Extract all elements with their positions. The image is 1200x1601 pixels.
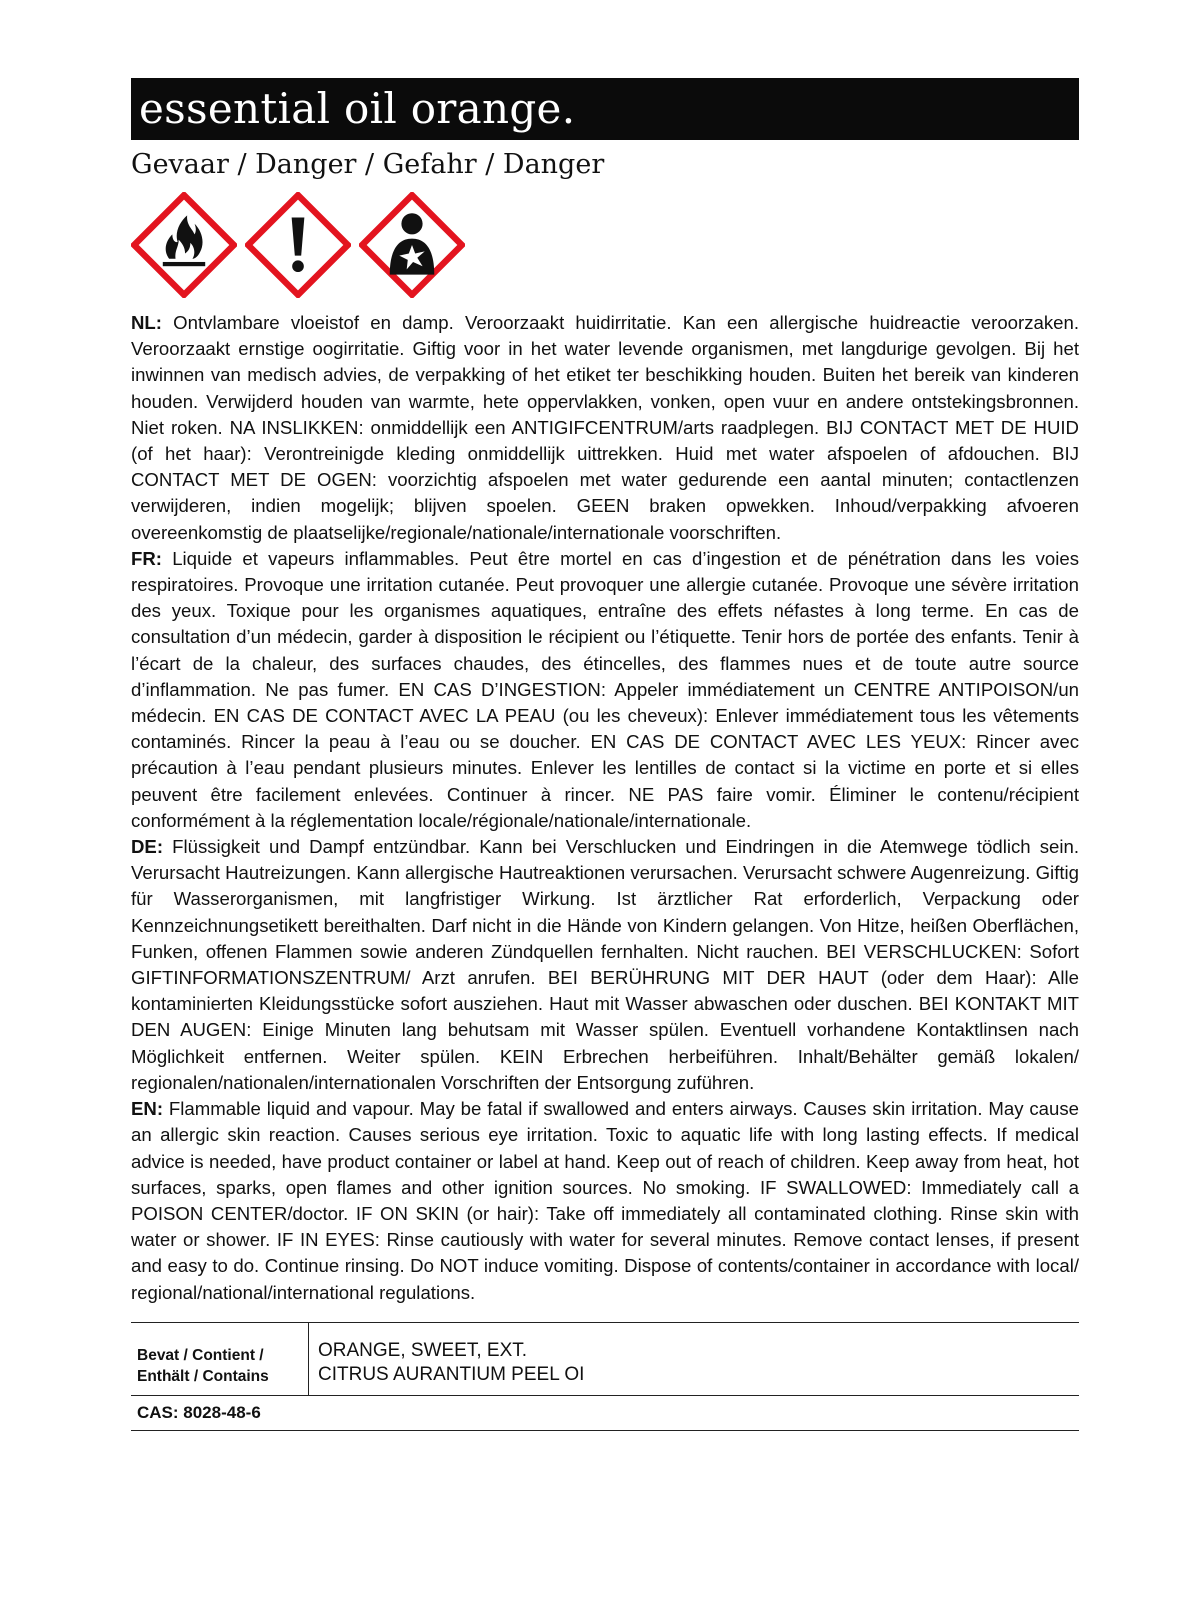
label xyxy=(131,78,1079,1431)
statement-nl: NL: Ontvlambare vloeistof en damp. Veroorzaakt huidirritatie. Kan een allergische huidreactie veroorzaken. Veroorzaakt ernstige oogirritatie. Giftig voor in het water levende organismen, met langdurige gevolgen. Bij het inwinnen van medisch advies, de verpakking of het etiket ter beschikking houden. Buiten het bereik van kinderen houden. Verwijderd houden van warmte, hete oppervlakken, vonken, open vuur en andere ontstekingsbronnen. Niet roken. NA INSLIKKEN: onmiddellijk een ANTIGIFCENTRUM/arts raadplegen. BIJ CONTACT MET DE HUID (of het haar): Verontreinigde kleding onmiddellijk uittrekken. Huid met water afspoelen of afdouchen. BIJ CONTACT MET DE OGEN: voorzichtig afspoelen met water gedurende een aantal minuten; contactlenzen verwijderen, indien mogelijk; blijven spoelen. GEEN braken opwekken. Inhoud/verpakking afvoeren overeenkomstig de plaatselijke/regionale/nationale/internationale voorschriften. xyxy=(131,312,1079,543)
statement-de: DE: Flüssigkeit und Dampf entzündbar. Kann bei Verschlucken und Eindringen in die Atemwege tödlich sein. Verursacht Hautreizungen. Kann allergische Hautreaktionen verursachen. Verursacht schwere Augenreizung. Giftig für Wasserorganismen, mit langfristiger Wirkung. Ist ärztlicher Rat erforderlich, Verpackung oder Kennzeichnungsetikett bereithalten. Darf nicht in die Hände von Kindern gelangen. Von Hitze, heißen Oberflächen, Funken, offenen Flammen sowie anderen Zündquellen fernhalten. Nicht rauchen. BEI VERSCHLUCKEN: Sofort GIFTINFORMATIONSZENTRUM/ Arzt anrufen. BEI BERÜHRUNG MIT DER HAUT (oder dem Haar): Alle kontaminierten Kleidungsstücke sofort ausziehen. Haut mit Wasser abwaschen oder duschen. BEI KONTAKT MIT DEN AUGEN: Einige Minuten lang behutsam mit Wasser spülen. Eventuell vorhandene Kontaktlinsen nach Möglichkeit entfernen. Weiter spülen. KEIN Erbrechen herbeiführen. Inhalt/Behälter gemäß lokalen/ regionalen/nationalen/internationalen Vorschriften der Entsorgung zuführen. xyxy=(131,836,1079,1093)
ghs08-health-hazard-icon xyxy=(359,192,465,298)
cas-number: CAS: 8028-48-6 xyxy=(131,1396,1079,1431)
composition-values: ORANGE, SWEET, EXT. CITRUS AURANTIUM PEEL OI xyxy=(318,1339,585,1385)
composition-table xyxy=(131,1322,1079,1396)
ghs02-flame-icon xyxy=(131,192,237,298)
composition-label: Bevat / Contient / Enthält / Contains xyxy=(131,1323,309,1395)
ghs07-exclamation-icon xyxy=(245,192,351,298)
signal-word: Gevaar / Danger / Gefahr / Danger xyxy=(131,149,605,180)
statement-fr: FR: Liquide et vapeurs inflammables. Peut être mortel en cas d’ingestion et de pénétration dans les voies respiratoires. Provoque une irritation cutanée. Peut provoquer une allergie cutanée. Provoque une sévère irritation des yeux. Toxique pour les organismes aquatiques, entraîne des effets néfastes à long terme. En cas de consultation d’un médecin, garder à disposition le récipient ou l’étiquette. Tenir hors de portée des enfants. Tenir à l’écart de la chaleur, des surfaces chaudes, des étincelles, des flammes nues et de toute autre source d’inflammation. Ne pas fumer. EN CAS D’INGESTION: Appeler immédiatement un CENTRE ANTIPOISON/un médecin. EN CAS DE CONTACT AVEC LA PEAU (ou les cheveux): Enlever immédiatement tous les vêtements contaminés. Rincer la peau à l’eau ou se doucher. EN CAS DE CONTACT AVEC LES YEUX: Rincer avec précaution à l’eau pendant plusieurs minutes. Enlever les lentilles de contact si la victime en porte et si elles peuvent être facilement enlevées. Continuer à rincer. NE PAS faire vomir. Éliminer le contenu/récipient conformément à la réglementation locale/régionale/nationale/internationale. xyxy=(131,547,1079,831)
title-bar xyxy=(131,78,1079,140)
statement-en: EN: Flammable liquid and vapour. May be fatal if swallowed and enters airways. Causes skin irritation. May cause an allergic skin reaction. Causes serious eye irritation. Toxic to aquatic life with long lasting effects. If medical advice is needed, have product container or label at hand. Keep out of reach of children. Keep away from heat, hot surfaces, sparks, open flames and other ignition sources. No smoking. IF SWALLOWED: Immediately call a POISON CENTER/doctor. IF ON SKIN (or hair): Take off immediately all contaminated clothing. Rinse skin with water or shower. IF IN EYES: Rinse cautiously with water for several minutes. Remove contact lenses, if present and easy to do. Continue rinsing. Do NOT induce vomiting. Dispose of contents/container in accordance with local/ regional/national/international regulations. xyxy=(131,1098,1079,1303)
hazard-statements xyxy=(131,310,1079,1306)
product-title: essential oil orange. xyxy=(139,84,576,133)
hazard-pictograms xyxy=(131,192,1079,304)
